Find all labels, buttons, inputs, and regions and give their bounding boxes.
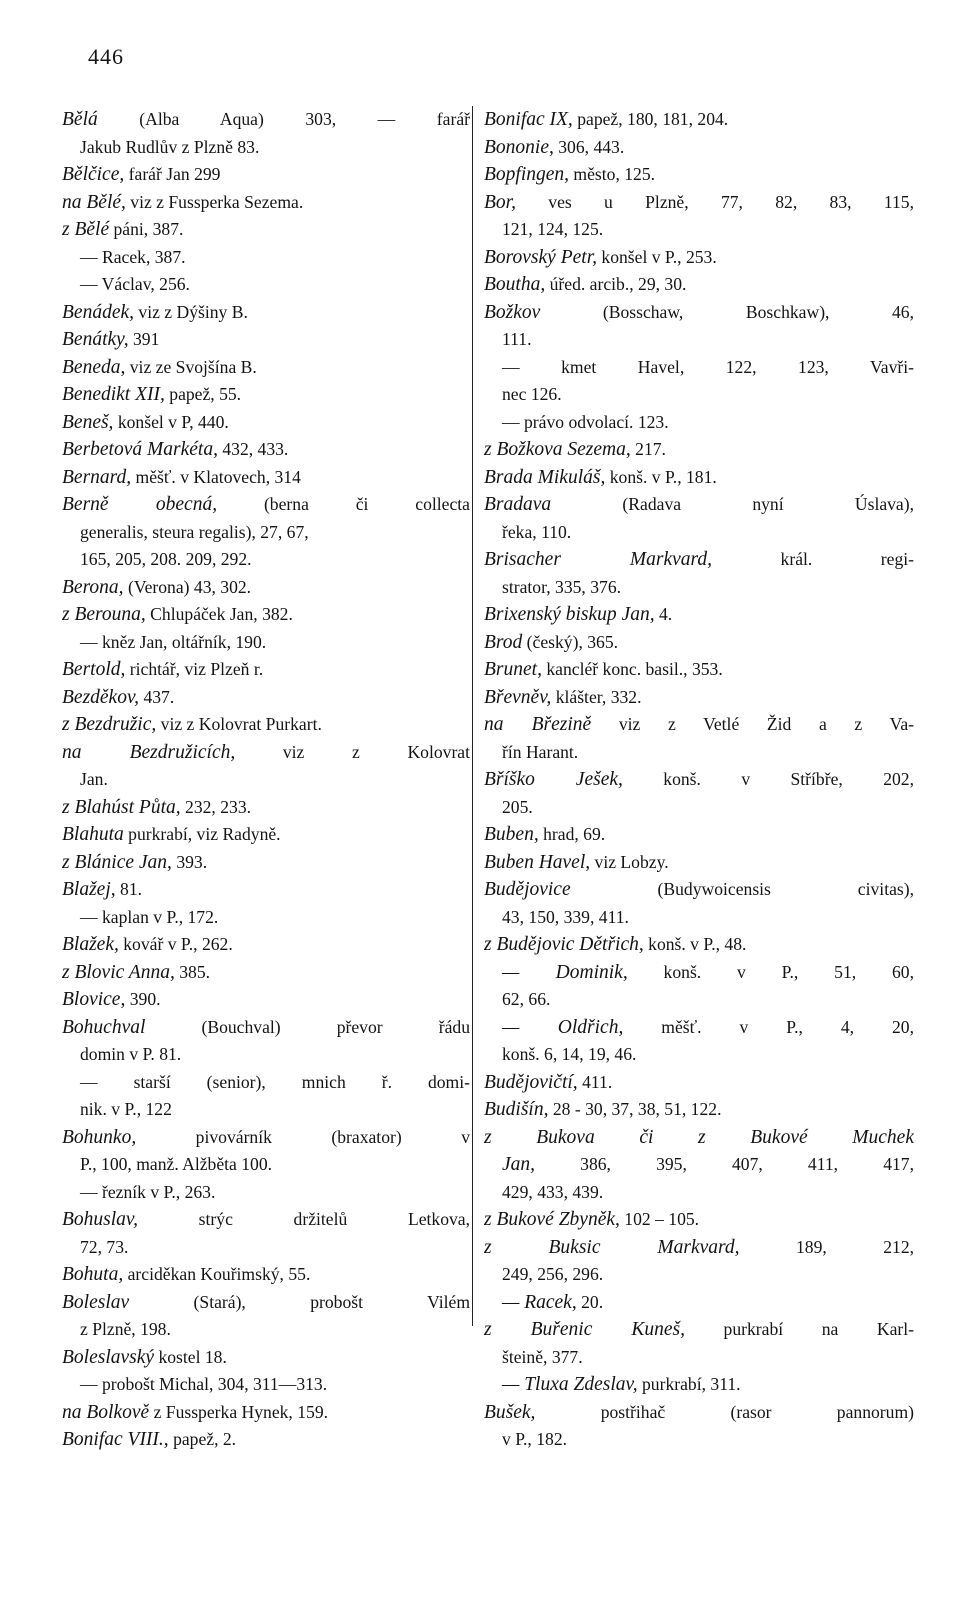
page-number: 446 — [88, 44, 124, 69]
index-headword: na Bezdružicích, — [62, 741, 236, 763]
index-column-right — [484, 106, 914, 1454]
index-entry-text: — kaplan v P., 172. — [80, 906, 219, 927]
index-entry-text: generalis, steura regalis), 27, 67, — [80, 521, 309, 542]
index-line — [62, 436, 470, 464]
index-headword: Blažek, — [62, 934, 119, 955]
index-entry-text: nik. v P., 122 — [80, 1099, 172, 1119]
index-line — [62, 1179, 470, 1207]
index-headword: — Dominik, — [502, 961, 628, 983]
index-entry-text: 81. — [115, 879, 143, 899]
index-line — [62, 794, 470, 822]
index-line — [62, 1261, 470, 1289]
index-entry-text: řín Harant. — [502, 741, 579, 762]
index-entry-text: papež, 180, 181, 204. — [572, 109, 729, 129]
index-line — [62, 601, 470, 629]
index-headword: Boleslav — [62, 1291, 130, 1313]
index-headword: Budišín, — [484, 1099, 549, 1120]
index-entry-text: klášter, 332. — [551, 686, 642, 707]
index-entry-text: purkrabí na Karl- — [685, 1319, 914, 1339]
index-headword: z Bělé — [62, 219, 110, 240]
index-entry-text: 385. — [174, 961, 211, 982]
index-headword: Boleslavský — [62, 1346, 155, 1368]
index-line — [484, 354, 914, 382]
index-line — [484, 1426, 914, 1454]
index-headword: z Božkova Sezema, — [484, 439, 631, 460]
index-line — [484, 326, 914, 354]
index-line — [62, 684, 470, 712]
index-line — [62, 546, 470, 574]
index-line — [484, 656, 914, 684]
index-line — [484, 1151, 914, 1179]
index-headword: na Březině — [484, 714, 592, 735]
index-line — [484, 1289, 914, 1317]
index-line — [62, 106, 470, 134]
index-line — [484, 959, 914, 987]
index-line — [484, 739, 914, 767]
index-line — [484, 244, 914, 272]
index-entry-text: 20. — [576, 1291, 604, 1312]
index-line — [484, 931, 914, 959]
index-line — [62, 519, 470, 547]
index-line — [62, 464, 470, 492]
index-line — [62, 1289, 470, 1317]
index-line — [62, 1124, 470, 1152]
index-line — [484, 1096, 914, 1124]
index-entry-text: viz z Kolovrat Purkart. — [156, 714, 322, 734]
index-line — [484, 409, 914, 437]
index-entry-text: pivovárník (braxator) v — [136, 1126, 470, 1147]
index-headword: Bříško Ješek, — [484, 769, 623, 790]
index-line — [62, 904, 470, 932]
index-headword: Blažej, — [62, 879, 116, 900]
index-headword: Brisacher Markvard, — [484, 549, 713, 570]
index-line — [484, 876, 914, 904]
index-entry-text: 429, 433, 439. — [502, 1181, 604, 1202]
index-line — [62, 1399, 470, 1427]
index-line — [62, 1371, 470, 1399]
index-entry-text: úřed. arcib., 29, 30. — [545, 274, 687, 294]
index-line — [484, 436, 914, 464]
index-line — [484, 1371, 914, 1399]
index-line — [62, 1041, 470, 1069]
index-headword: Benátky, — [62, 329, 129, 350]
index-entry-text: král. regi- — [712, 549, 914, 569]
column-divider — [472, 106, 473, 1326]
index-line — [484, 106, 914, 134]
index-line — [62, 161, 470, 189]
index-entry-text: viz z Vetlé Žid a z Va- — [591, 714, 914, 734]
index-entry-text: ves u Plzně, 77, 82, 83, 115, — [515, 191, 914, 212]
index-entry-text: Jan. — [80, 769, 108, 789]
index-entry-text: 249, 256, 296. — [502, 1264, 604, 1284]
index-line — [484, 574, 914, 602]
index-headword: Blovice, — [62, 989, 126, 1010]
index-line — [62, 1151, 470, 1179]
index-entry-text: 111. — [502, 329, 532, 349]
index-entry-text: Chlupáček Jan, 382. — [145, 604, 293, 624]
index-entry-text: viz z Kolovrat — [235, 741, 470, 762]
index-line — [484, 1316, 914, 1344]
index-headword: Bertold, — [62, 659, 126, 680]
index-entry-text: arciděkan Kouřimský, 55. — [123, 1264, 311, 1284]
index-line — [62, 711, 470, 739]
index-entry-text: 121, 124, 125. — [502, 219, 604, 239]
index-headword: Brada Mikuláš, — [484, 466, 606, 488]
index-line — [484, 986, 914, 1014]
index-entry-text: konš. v P., 48. — [643, 934, 747, 954]
index-entry-text: 189, 212, — [739, 1236, 914, 1257]
index-entry-text: — Racek, 387. — [80, 246, 186, 267]
index-entry-text: 232, 233. — [180, 796, 252, 817]
index-line — [484, 711, 914, 739]
index-headword: Bohuslav, — [62, 1209, 139, 1230]
index-column-left — [62, 106, 470, 1454]
index-line — [62, 931, 470, 959]
index-line — [484, 134, 914, 162]
index-headword: z Bezdružic, — [62, 714, 157, 735]
index-entry-text: v P., 182. — [502, 1429, 568, 1449]
index-line — [484, 1261, 914, 1289]
index-entry-text: 391 — [128, 329, 160, 349]
index-line — [62, 574, 470, 602]
index-entry-text: 102 – 105. — [619, 1209, 700, 1229]
index-entry-text: farář Jan 299 — [124, 164, 221, 184]
index-headword: Bohuchval — [62, 1016, 146, 1038]
index-entry-text: 437. — [139, 686, 175, 707]
index-headword: Brod — [484, 631, 523, 653]
index-headword: Bušek, — [484, 1401, 536, 1423]
index-entry-text: z Fussperka Hynek, 159. — [149, 1401, 329, 1422]
index-entry-text: město, 125. — [569, 164, 656, 184]
index-line — [484, 271, 914, 299]
index-line — [62, 1234, 470, 1262]
index-entry-text: — starší (senior), mnich ř. domi- — [80, 1071, 470, 1092]
index-headword: z Berouna, — [62, 604, 146, 625]
index-headword: Bopfingen, — [484, 164, 570, 185]
index-line — [484, 684, 914, 712]
index-headword: Berona, — [62, 576, 124, 598]
index-line — [484, 794, 914, 822]
index-line — [484, 519, 914, 547]
index-entry-text: purkrabí, viz Radyně. — [123, 824, 281, 844]
index-line — [62, 134, 470, 162]
index-headword: z Blahúst Půta, — [62, 796, 181, 818]
index-headword: Božkov — [484, 301, 541, 323]
index-headword: Berně obecná, — [62, 494, 218, 515]
index-line — [484, 849, 914, 877]
index-entry-text: viz ze Svojšína B. — [125, 356, 257, 377]
index-entry-text: páni, 387. — [109, 219, 184, 239]
index-line — [62, 1014, 470, 1042]
index-entry-text: 432, 433. — [217, 439, 289, 459]
index-line — [62, 1096, 470, 1124]
index-headword: Beneda, — [62, 356, 126, 378]
index-line — [484, 766, 914, 794]
index-entry-text: 306, 443. — [553, 136, 625, 157]
index-entry-text: postřihač (rasor pannorum) — [535, 1401, 914, 1422]
index-headword: Bezděkov, — [62, 686, 140, 708]
index-line — [62, 739, 470, 767]
index-line — [62, 1069, 470, 1097]
index-headword: Berbetová Markéta, — [62, 439, 218, 460]
index-entry-text: z Plzně, 198. — [80, 1319, 171, 1339]
index-entry-text: papež, 55. — [164, 384, 242, 404]
index-headword: z Bukové Zbyněk, — [484, 1209, 620, 1230]
index-line — [62, 986, 470, 1014]
index-line — [62, 849, 470, 877]
index-headword: — Oldřich, — [502, 1016, 624, 1038]
index-line — [62, 656, 470, 684]
index-entry-text: — kmet Havel, 122, 123, Vavři- — [502, 356, 914, 377]
index-headword: z Buksic Markvard, — [484, 1236, 740, 1258]
index-headword: Bonifac VIII., — [62, 1429, 169, 1450]
index-entry-text: purkrabí, 311. — [637, 1374, 741, 1394]
index-entry-text: — řezník v P., 263. — [80, 1181, 216, 1202]
index-line — [62, 244, 470, 272]
index-headword: Buben Havel, — [484, 851, 591, 873]
index-line — [484, 161, 914, 189]
index-line — [62, 1426, 470, 1454]
index-entry-text: 72, 73. — [80, 1236, 129, 1257]
index-line — [62, 271, 470, 299]
index-headword: Bělčice, — [62, 164, 125, 185]
index-line — [484, 1206, 914, 1234]
index-entry-text: (berna či collecta — [217, 494, 470, 514]
index-entry-text: šteině, 377. — [502, 1346, 583, 1367]
index-line — [484, 1069, 914, 1097]
index-line — [484, 1399, 914, 1427]
index-entry-text: (český), 365. — [522, 631, 619, 652]
index-entry-text: řeka, 110. — [502, 521, 572, 542]
index-entry-text: 386, 395, 407, 411, 417, — [535, 1154, 914, 1174]
index-line — [62, 326, 470, 354]
index-entry-text: 43, 150, 339, 411. — [502, 906, 629, 927]
index-headword: Bohuta, — [62, 1264, 124, 1285]
index-line — [62, 189, 470, 217]
index-line — [484, 299, 914, 327]
index-line — [484, 1344, 914, 1372]
index-entry-text: konš. 6, 14, 19, 46. — [502, 1044, 637, 1064]
index-entry-text: 165, 205, 208. 209, 292. — [80, 549, 252, 569]
index-line — [484, 904, 914, 932]
index-headword: Bělá — [62, 109, 98, 130]
index-headword: Budějovice — [484, 879, 571, 900]
index-entry-text: konšel v P, 440. — [113, 411, 229, 432]
index-entry-text: papež, 2. — [168, 1429, 237, 1449]
index-headword: z Budějovic Dětřich, — [484, 934, 644, 955]
index-line — [484, 464, 914, 492]
index-line — [484, 601, 914, 629]
index-headword: — Tluxa Zdeslav, — [502, 1374, 638, 1395]
index-line — [62, 354, 470, 382]
index-entry-text: konš. v Stříbře, 202, — [622, 769, 914, 789]
index-line — [62, 299, 470, 327]
index-headword: Břevněv, — [484, 686, 552, 708]
index-headword: Benádek, — [62, 301, 135, 323]
index-line — [62, 959, 470, 987]
index-headword: Borovský Petr, — [484, 246, 597, 268]
index-headword: na Bělé, — [62, 191, 126, 213]
index-headword: Buben, — [484, 824, 539, 845]
index-line — [62, 1344, 470, 1372]
index-line — [62, 766, 470, 794]
index-headword: Bor, — [484, 191, 516, 213]
index-headword: Bohunko, — [62, 1126, 137, 1148]
index-headword: Bradava — [484, 494, 552, 515]
index-entry-text: — kněz Jan, oltářník, 190. — [80, 631, 267, 652]
index-line — [62, 629, 470, 657]
index-entry-text: domin v P. 81. — [80, 1044, 182, 1064]
index-line — [62, 1316, 470, 1344]
index-line — [62, 381, 470, 409]
index-entry-text: 390. — [125, 989, 161, 1009]
index-line — [62, 876, 470, 904]
index-entry-text: viz Lobzy. — [590, 851, 669, 872]
index-entry-text: měšť. v P., 4, 20, — [623, 1016, 914, 1037]
index-headword: Budějovičtí, — [484, 1071, 578, 1093]
index-entry-text: richtář, viz Plzeň r. — [125, 659, 264, 679]
index-entry-text: konšel v P., 253. — [597, 246, 717, 267]
index-entry-text: viz z Fussperka Sezema. — [125, 191, 304, 212]
index-entry-text: (Bosschaw, Boschkaw), 46, — [540, 301, 914, 322]
index-entry-text: kostel 18. — [154, 1346, 227, 1367]
index-entry-text: hrad, 69. — [538, 824, 606, 844]
index-headword: Benedikt XII, — [62, 384, 165, 405]
index-headword: Beneš, — [62, 411, 114, 433]
index-headword: z Buřenic Kuneš, — [484, 1319, 685, 1340]
index-headword: Jan, — [502, 1154, 536, 1175]
index-entry-text: strýc držitelů Letkova, — [138, 1209, 470, 1229]
index-entry-text: nec 126. — [502, 384, 562, 404]
index-headword: Brunet, — [484, 659, 542, 680]
index-headword: Bonifac IX, — [484, 109, 573, 130]
index-entry-text: strator, 335, 376. — [502, 576, 622, 597]
index-line — [62, 1206, 470, 1234]
index-entry-text: 62, 66. — [502, 989, 551, 1009]
index-line — [62, 821, 470, 849]
index-entry-text: 4. — [654, 604, 673, 624]
index-line — [62, 409, 470, 437]
index-entry-text: (Stará), probošt Vilém — [129, 1291, 470, 1312]
index-entry-text: 28 - 30, 37, 38, 51, 122. — [548, 1099, 722, 1119]
index-entry-text: kovář v P., 262. — [118, 934, 233, 954]
index-entry-text: — právo odvolací. 123. — [502, 411, 669, 432]
index-headword: z Bukova či z Bukové Muchek — [484, 1126, 914, 1148]
index-entry-text: 411. — [577, 1071, 613, 1092]
index-line — [484, 1014, 914, 1042]
index-line — [484, 1234, 914, 1262]
index-entry-text: Jakub Rudlův z Plzně 83. — [80, 136, 260, 157]
index-entry-text: — probošt Michal, 304, 311—313. — [80, 1374, 328, 1394]
index-headword: z Blánice Jan, — [62, 851, 172, 873]
index-entry-text: (Bouchval) převor řádu — [145, 1016, 470, 1037]
index-entry-text: kancléř konc. basil., 353. — [541, 659, 723, 679]
index-entry-text: měšť. v Klatovech, 314 — [131, 466, 301, 487]
index-line — [484, 216, 914, 244]
index-line — [62, 216, 470, 244]
index-headword: Bononie, — [484, 136, 554, 158]
index-entry-text: (Alba Aqua) 303, — farář — [97, 109, 470, 129]
index-headword: Brixenský biskup Jan, — [484, 604, 655, 625]
index-headword: z Blovic Anna, — [62, 961, 175, 983]
index-entry-text: 393. — [171, 851, 208, 872]
index-line — [484, 189, 914, 217]
index-entry-text: (Budywoicensis civitas), — [570, 879, 914, 899]
index-line — [62, 491, 470, 519]
index-entry-text: 217. — [630, 439, 666, 459]
index-entry-text: viz z Dýšiny B. — [134, 301, 248, 322]
index-headword: — Racek, — [502, 1291, 577, 1313]
index-headword: Boutha, — [484, 274, 546, 295]
index-line — [484, 1179, 914, 1207]
index-entry-text: konš. v P., 51, 60, — [627, 961, 914, 982]
index-entry-text: konš. v P., 181. — [605, 466, 717, 487]
index-headword: Bernard, — [62, 466, 132, 488]
index-entry-text: 205. — [502, 796, 533, 817]
index-entry-text: (Radava nyní Úslava), — [551, 494, 914, 514]
index-entry-text: P., 100, manž. Alžběta 100. — [80, 1154, 273, 1174]
index-line — [484, 546, 914, 574]
index-line — [484, 381, 914, 409]
index-entry-text: (Verona) 43, 302. — [123, 576, 252, 597]
index-entry-text: — Václav, 256. — [80, 274, 190, 294]
index-line — [484, 1124, 914, 1152]
index-line — [484, 491, 914, 519]
index-headword: Blahuta — [62, 824, 124, 845]
index-line — [484, 821, 914, 849]
index-headword: na Bolkově — [62, 1401, 150, 1423]
index-line — [484, 1041, 914, 1069]
index-line — [484, 629, 914, 657]
